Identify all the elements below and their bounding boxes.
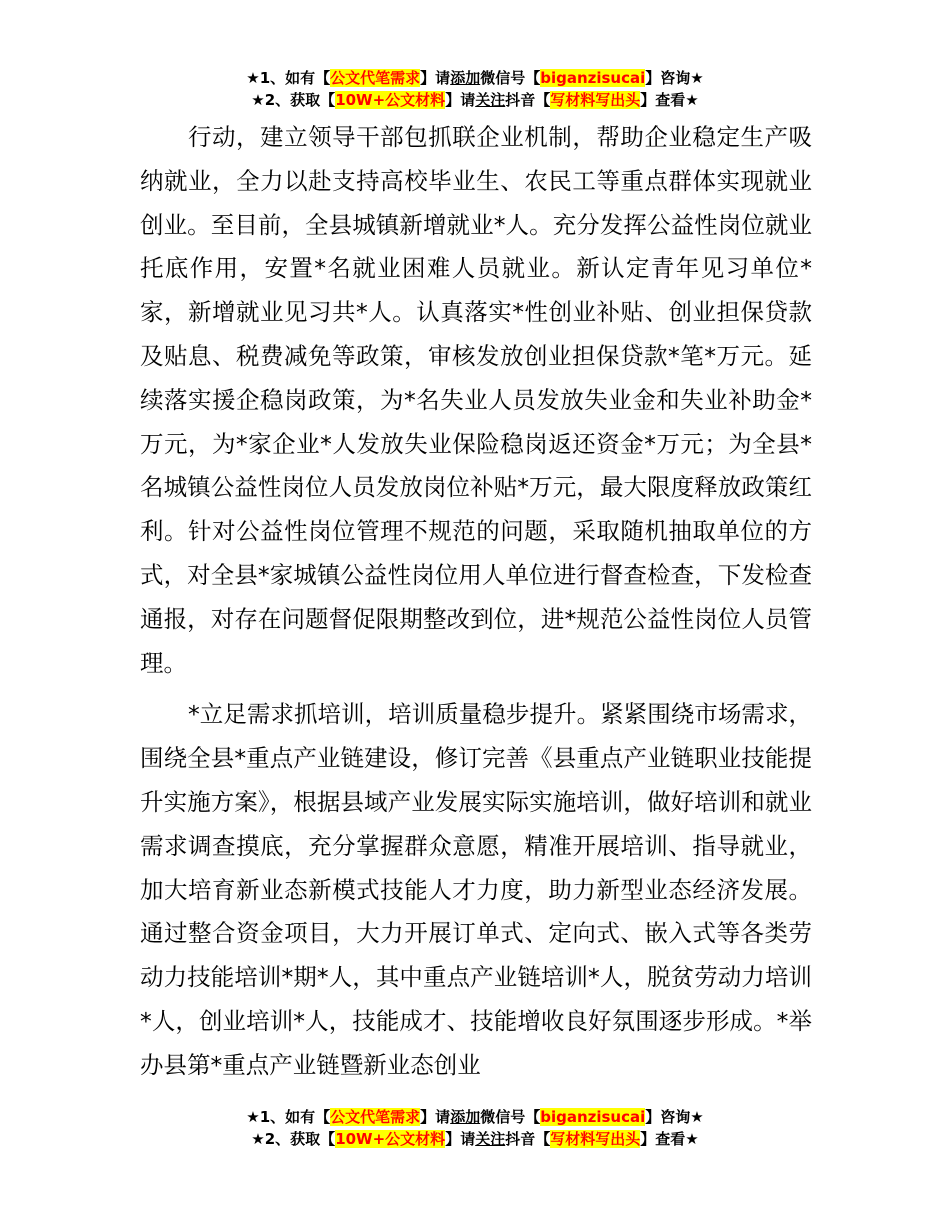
header-banner <box>0 67 950 111</box>
banner-text: ★2、获取【 <box>251 91 336 109</box>
banner-highlight-wechat: biganzisucai <box>540 1108 646 1126</box>
banner-line-2 <box>0 89 950 111</box>
banner-line-1 <box>0 1106 950 1128</box>
banner-highlight-douyin: 写材料写出头 <box>550 91 641 109</box>
banner-text: 】查看★ <box>640 91 699 109</box>
banner-highlight-service: 公文代笔需求 <box>330 1108 421 1126</box>
banner-underline: 关注 <box>475 1130 506 1148</box>
banner-line-2 <box>0 1128 950 1150</box>
banner-text: 】请 <box>445 1130 476 1148</box>
banner-underline: 添加 <box>450 69 481 87</box>
banner-text: 】请 <box>420 1108 451 1126</box>
banner-highlight-wechat: biganzisucai <box>540 69 646 87</box>
banner-text: 】查看★ <box>640 1130 699 1148</box>
banner-text: 抖音【 <box>505 1130 551 1148</box>
banner-underline: 关注 <box>475 91 506 109</box>
banner-underline: 添加 <box>450 1108 481 1126</box>
banner-text: 微信号【 <box>480 1108 541 1126</box>
paragraph-1: 行动，建立领导干部包抓联企业机制，帮助企业稳定生产吸纳就业，全力以赴支持高校毕业生、农民工等重点群体实现就业创业。至目前，全县城镇新增就业*人。充分发挥公益性岗位就业托底作用，安置*名就业困难人员就业。新认定青年见习单位*家，新增就业见习共*人。认真落实*性创业补贴、创业担保贷款及贴息、税费减免等政策，审核发放创业担保贷款*笔*万元。延续落实援企稳岗政策，为*名失业人员发放失业金和失业补助金*万元，为*家企业*人发放失业保险稳岗返还资金*万元；为全县*名城镇公益性岗位人员发放岗位补贴*万元，最大限度释放政策红利。针对公益性岗位管理不规范的问题，采取随机抽取单位的方式，对全县*家城镇公益性岗位用人单位进行督查检查，下发检查通报，对存在问题督促限期整改到位，进*规范公益性岗位人员管理。 <box>140 123 812 677</box>
banner-text: ★2、获取【 <box>251 1130 336 1148</box>
banner-text: 】咨询★ <box>645 1108 704 1126</box>
banner-text: ★1、如有【 <box>246 69 331 87</box>
banner-text: ★1、如有【 <box>246 1108 331 1126</box>
banner-highlight-douyin: 写材料写出头 <box>550 1130 641 1148</box>
banner-highlight-materials: 10W+公文材料 <box>335 1130 446 1148</box>
banner-text: 】请 <box>420 69 451 87</box>
banner-line-1 <box>0 67 950 89</box>
footer-banner <box>0 1106 950 1150</box>
banner-text: 抖音【 <box>505 91 551 109</box>
paragraph-2: *立足需求抓培训，培训质量稳步提升。紧紧围绕市场需求，围绕全县*重点产业链建设，修订完善《县重点产业链职业技能提升实施方案》，根据县域产业发展实际实施培训，做好培训和就业需求调查摸底，充分掌握群众意愿，精准开展培训、指导就业，加大培育新业态新模式技能人才力度，助力新型业态经济发展。通过整合资金项目，大力开展订单式、定向式、嵌入式等各类劳动力技能培训*期*人，其中重点产业链培训*人，脱贫劳动力培训*人，创业培训*人，技能成才、技能增收良好氛围逐步形成。*举办县第*重点产业链暨新业态创业 <box>140 700 812 1079</box>
banner-text: 】咨询★ <box>645 69 704 87</box>
banner-highlight-service: 公文代笔需求 <box>330 69 421 87</box>
banner-text: 微信号【 <box>480 69 541 87</box>
document-body <box>140 116 812 1088</box>
banner-highlight-materials: 10W+公文材料 <box>335 91 446 109</box>
banner-text: 】请 <box>445 91 476 109</box>
